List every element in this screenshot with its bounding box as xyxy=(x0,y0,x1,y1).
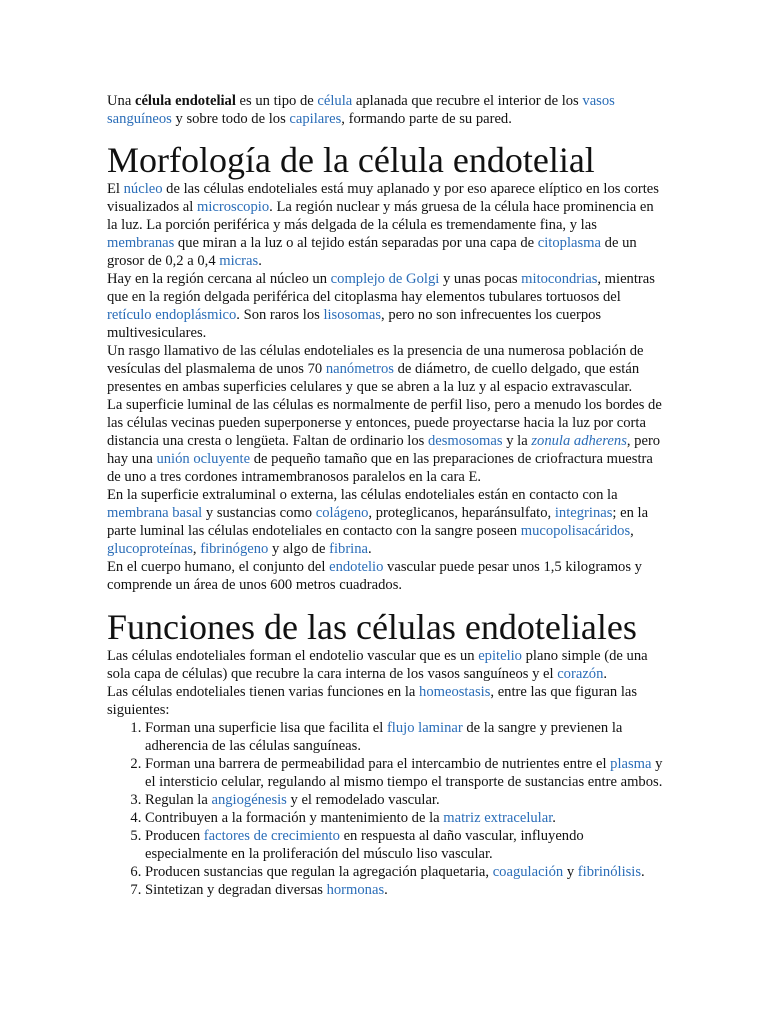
text: plano simple (de una sola capa de células) que recubre la cara interna de los vasos sanguíneos y el xyxy=(107,648,648,682)
text: , xyxy=(192,541,201,557)
link-desmosomas[interactable]: desmosomas xyxy=(427,433,503,449)
text: Las células endoteliales tienen varias funciones en la xyxy=(107,684,420,700)
text: aplanada que recubre el interior de los xyxy=(352,93,583,109)
text: de pequeño tamaño que en las preparaciones de criofractura muestra de uno a tres cordones intramembranosos paralelos en la cara E. xyxy=(107,451,653,485)
text: . Son raros los xyxy=(236,307,324,323)
heading-functions: Funciones de las células endoteliales xyxy=(107,607,637,647)
link-corazon[interactable]: corazón xyxy=(557,666,604,682)
text: . xyxy=(552,810,556,826)
text: Sintetizan y degradan diversas xyxy=(145,882,327,898)
link-micras[interactable]: micras xyxy=(219,253,259,269)
text: En la superficie extraluminal o externa, las células endoteliales están en contacto con la xyxy=(107,487,618,503)
text: de diámetro, de cuello delgado, que están presentes en ambas superficies celulares y que se abren a la luz y al espacio extravascular. xyxy=(107,361,640,395)
link-zonula-adherens[interactable]: zonula adherens xyxy=(531,433,627,449)
functions-paragraph-1 xyxy=(107,647,663,683)
link-matriz-extracelular[interactable]: matriz extracelular xyxy=(443,810,553,826)
morphology-paragraph-6 xyxy=(107,558,663,594)
link-complejo-de-golgi[interactable]: complejo de Golgi xyxy=(330,271,440,287)
text: Una xyxy=(107,93,135,109)
morphology-paragraph-2 xyxy=(107,270,663,342)
list-item xyxy=(145,809,663,827)
text: . xyxy=(641,864,645,880)
text: , formando parte de su pared. xyxy=(341,111,512,127)
text: , pero no son infrecuentes los cuerpos multivesiculares. xyxy=(107,307,602,341)
link-homeostasis[interactable]: homeostasis xyxy=(419,684,491,700)
link-integrinas[interactable]: integrinas xyxy=(554,505,613,521)
list-item xyxy=(145,719,663,755)
text: Regulan la xyxy=(145,792,212,808)
text: , proteglicanos, heparánsulfato, xyxy=(368,505,555,521)
text: . xyxy=(603,666,608,682)
heading-morphology: Morfología de la célula endotelial xyxy=(107,140,595,180)
text: Contribuyen a la formación y mantenimiento de la xyxy=(145,810,444,826)
link-colageno[interactable]: colágeno xyxy=(315,505,369,521)
morphology-paragraph-1 xyxy=(107,180,663,270)
text: y la xyxy=(502,433,532,449)
link-citoplasma[interactable]: citoplasma xyxy=(537,235,601,251)
text: , pero hay una xyxy=(107,433,661,467)
link-membrana-basal[interactable]: membrana basal xyxy=(107,505,203,521)
link-vasos-sanguineos[interactable]: vasos sanguíneos xyxy=(107,93,615,127)
intro-paragraph xyxy=(107,92,663,128)
text: , entre las que figuran las siguientes: xyxy=(107,684,638,718)
text: Forman una barrera de permeabilidad para el intercambio de nutrientes entre el xyxy=(145,756,611,772)
link-microscopio[interactable]: microscopio xyxy=(196,199,270,215)
text: El xyxy=(107,181,124,197)
text: que miran a la luz o al tejido están separadas por una capa de xyxy=(174,235,538,251)
text: , xyxy=(630,523,634,539)
text: vascular puede pesar unos 1,5 kilogramos y comprende un área de unos 600 metros cuadrados. xyxy=(107,559,642,593)
link-union-ocluyente[interactable]: unión ocluyente xyxy=(156,451,251,467)
link-plasma[interactable]: plasma xyxy=(610,756,652,772)
text: de la sangre y previenen la adherencia de las células sanguíneas. xyxy=(145,720,623,754)
link-factores-de-crecimiento[interactable]: factores de crecimiento xyxy=(203,828,340,844)
morphology-paragraph-3 xyxy=(107,342,663,396)
text: de las células endoteliales está muy aplanado y por eso aparece elíptico en los cortes visualizados al xyxy=(107,181,659,215)
text: en respuesta al daño vascular, influyendo especialmente en la proliferación del músculo liso vascular. xyxy=(145,828,584,862)
text: Producen xyxy=(145,828,204,844)
text: y sobre todo de los xyxy=(171,111,290,127)
link-hormonas[interactable]: hormonas xyxy=(326,882,385,898)
link-flujo-laminar[interactable]: flujo laminar xyxy=(386,720,463,736)
list-item xyxy=(145,863,663,881)
list-item xyxy=(145,881,663,899)
text: Un rasgo llamativo de las células endoteliales es la presencia de una numerosa población de vesículas del plasmalema de unos 70 xyxy=(107,343,644,377)
link-reticulo-endoplasmico[interactable]: retículo endoplásmico xyxy=(107,307,237,323)
link-mitocondrias[interactable]: mitocondrias xyxy=(521,271,598,287)
link-glucoproteinas[interactable]: glucoproteínas xyxy=(107,541,193,557)
link-nucleo[interactable]: núcleo xyxy=(123,181,163,197)
text: ; en la parte luminal las células endoteliales en contacto con la sangre poseen xyxy=(107,505,649,539)
functions-list xyxy=(107,719,663,899)
link-membranas[interactable]: membranas xyxy=(107,235,175,251)
link-nanometros[interactable]: nanómetros xyxy=(325,361,394,377)
text: . xyxy=(258,253,262,269)
text: y sustancias como xyxy=(202,505,316,521)
text: Hay en la región cercana al núcleo un xyxy=(107,271,331,287)
term-celula-endotelial: célula endotelial xyxy=(134,93,236,109)
link-epitelio[interactable]: epitelio xyxy=(478,648,522,664)
functions-paragraph-2 xyxy=(107,683,663,719)
morphology-paragraph-4 xyxy=(107,396,663,486)
link-fibrinolisis[interactable]: fibrinólisis xyxy=(577,864,642,880)
text: La superficie luminal de las células es normalmente de perfil liso, pero a menudo los bordes de las células vecinas pueden superponerse y entonces, puede proyectarse hacia la luz por corta distancia una cresta o lengüeta. Faltan de ordinario los xyxy=(107,397,662,449)
link-angiogenesis[interactable]: angiogénesis xyxy=(211,792,287,808)
text: y el intersticio celular, regulando al mismo tiempo el transporte de sustancias entre ambos. xyxy=(145,756,663,790)
text: y xyxy=(563,864,578,880)
text: . xyxy=(368,541,372,557)
text: Producen sustancias que regulan la agregación plaquetaria, xyxy=(145,864,493,880)
link-capilares[interactable]: capilares xyxy=(289,111,342,127)
text: y algo de xyxy=(268,541,330,557)
text: y unas pocas xyxy=(439,271,522,287)
text: Forman una superficie lisa que facilita el xyxy=(145,720,387,736)
text: Las células endoteliales forman el endotelio vascular que es un xyxy=(107,648,479,664)
link-fibrina[interactable]: fibrina xyxy=(329,541,369,557)
text: . xyxy=(384,882,388,898)
list-item xyxy=(145,827,663,863)
text: de un grosor de 0,2 a 0,4 xyxy=(107,235,637,269)
text: y el remodelado vascular. xyxy=(286,792,440,808)
text: es un tipo de xyxy=(235,93,318,109)
link-endotelio[interactable]: endotelio xyxy=(329,559,384,575)
text: En el cuerpo humano, el conjunto del xyxy=(107,559,330,575)
link-lisosomas[interactable]: lisosomas xyxy=(323,307,382,323)
document-page xyxy=(107,92,663,899)
link-celula[interactable]: célula xyxy=(317,93,353,109)
link-coagulacion[interactable]: coagulación xyxy=(492,864,564,880)
text: . La región nuclear y más gruesa de la célula hace prominencia en la luz. La porción periférica y más delgada de la célula es tremendamente fina, y las xyxy=(107,199,654,233)
link-mucopolisacaridos[interactable]: mucopolisacáridos xyxy=(520,523,631,539)
link-fibrinogeno[interactable]: fibrinógeno xyxy=(200,541,269,557)
morphology-paragraph-5 xyxy=(107,486,663,558)
list-item xyxy=(145,755,663,791)
text: , mientras que en la región delgada periférica del citoplasma hay elementos tubulares tortuosos del xyxy=(107,271,655,305)
list-item xyxy=(145,791,663,809)
